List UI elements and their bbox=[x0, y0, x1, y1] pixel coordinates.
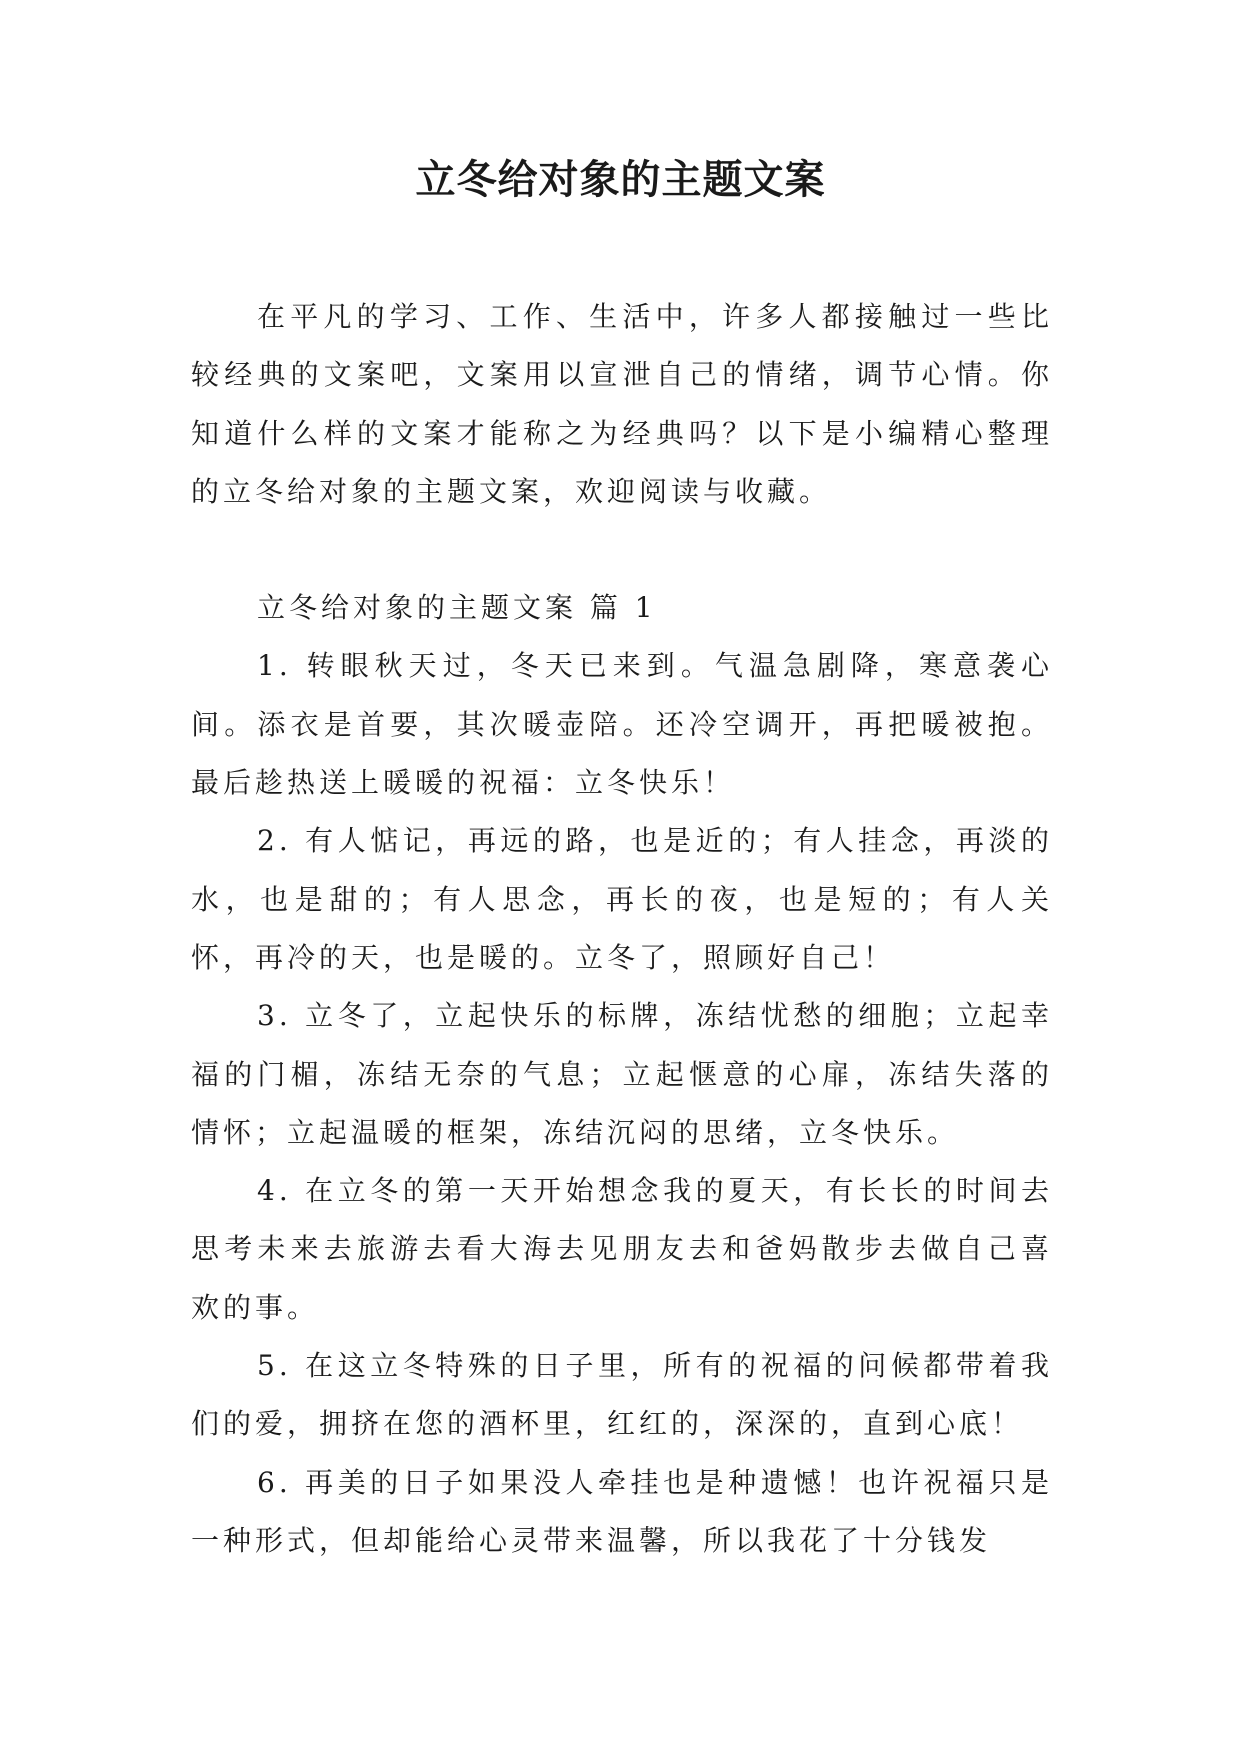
list-item: 1. 转眼秋天过，冬天已来到。气温急剧降，寒意袭心间。添衣是首要，其次暖壶陪。还冷空调开，再把暖被抱。最后趁热送上暖暖的祝福：立冬快乐！ bbox=[191, 649, 1053, 800]
document-body bbox=[191, 288, 1053, 1570]
list-item: 4. 在立冬的第一天开始想念我的夏天，有长长的时间去思考未来去旅游去看大海去见朋友去和爸妈散步去做自己喜欢的事。 bbox=[191, 1174, 1053, 1324]
list-item: 6. 再美的日子如果没人牵挂也是种遗憾！也许祝福只是一种形式，但却能给心灵带来温馨，所以我花了十分钱发 bbox=[191, 1465, 1053, 1557]
document-title: 立冬给对象的主题文案 bbox=[415, 156, 826, 203]
section-heading: 立冬给对象的主题文案 篇 1 bbox=[257, 591, 657, 625]
list-item: 3. 立冬了，立起快乐的标牌，冻结忧愁的细胞；立起幸福的门楣，冻结无奈的气息；立起惬意的心扉，冻结失落的情怀；立起温暖的框架，冻结沉闷的思绪，立冬快乐。 bbox=[191, 999, 1053, 1149]
intro-paragraph: 在平凡的学习、工作、生活中，许多人都接触过一些比较经典的文案吧，文案用以宣泄自己的情绪，调节心情。你知道什么样的文案才能称之为经典吗？以下是小编精心整理的立冬给对象的主题文案，欢迎阅读与收藏。 bbox=[191, 300, 1053, 508]
list-item: 2. 有人惦记，再远的路，也是近的；有人挂念，再淡的水，也是甜的；有人思念，再长的夜，也是短的；有人关怀，再冷的天，也是暖的。立冬了，照顾好自己！ bbox=[191, 824, 1053, 974]
list-item: 5. 在这立冬特殊的日子里，所有的祝福的问候都带着我们的爱，拥挤在您的酒杯里，红红的，深深的，直到心底！ bbox=[191, 1349, 1053, 1441]
